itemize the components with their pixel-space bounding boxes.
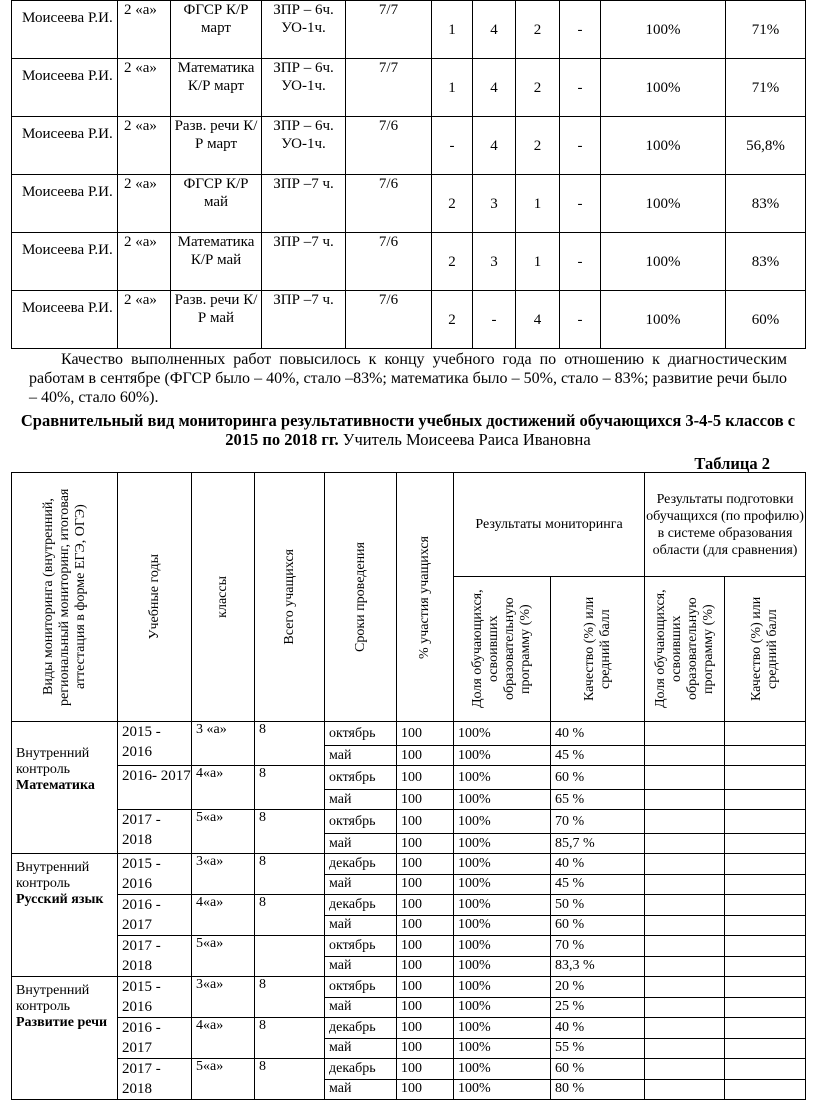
header-classes (192, 473, 255, 722)
cell-total: 8 (255, 810, 325, 854)
table1-cell-group: ЗПР –7 ч. (262, 291, 346, 349)
table1-cell-class: 2 «а» (118, 175, 171, 233)
cell-period: октябрь (325, 722, 397, 746)
cell-empty (645, 790, 725, 810)
table1-row (12, 59, 806, 117)
cell-participation: 100 (397, 1059, 454, 1080)
header-monitoring: Результаты мониторинга (454, 473, 645, 577)
cell-empty (645, 1059, 725, 1080)
header-period (325, 473, 397, 722)
cell-year: 2015 - 2016 (118, 977, 192, 1018)
header-classes-text: классы (215, 576, 230, 618)
cell-empty (725, 746, 806, 766)
cell-class: 5«а» (192, 936, 255, 977)
table1-cell-g5: 2 (432, 233, 473, 291)
cell-period: декабрь (325, 1018, 397, 1039)
header-quality2-text: Качество (%) или средний балл (749, 597, 781, 702)
table1-cell-teacher: Моисеева Р.И. (12, 117, 118, 175)
cell-class: 4«а» (192, 1018, 255, 1059)
cell-empty (645, 895, 725, 916)
cell-class: 3«а» (192, 977, 255, 1018)
cell-empty (725, 1059, 806, 1080)
table1-cell-class: 2 «а» (118, 59, 171, 117)
cell-participation: 100 (397, 790, 454, 810)
table1-cell-g5: 2 (432, 175, 473, 233)
cell-quality: 70 % (551, 936, 645, 957)
table1-cell-subject: Математика К/Р март (171, 59, 262, 117)
table2-row (12, 977, 806, 998)
table1-cell-g2: - (560, 117, 601, 175)
table2-row (12, 1018, 806, 1039)
table1-cell-g2: - (560, 1, 601, 59)
cell-class: 4«а» (192, 895, 255, 936)
table1-cell-g4: 3 (473, 175, 516, 233)
header-period-text: Сроки проведения (352, 542, 368, 652)
cell-empty (645, 854, 725, 875)
cell-class: 4«а» (192, 766, 255, 810)
cell-empty (725, 895, 806, 916)
table1-cell-group: ЗПР –7 ч. (262, 233, 346, 291)
cell-share: 100% (454, 997, 551, 1018)
cell-year: 2016 - 2017 (118, 1018, 192, 1059)
cell-empty (645, 834, 725, 854)
table1-cell-quality: 83% (726, 175, 806, 233)
table1-row (12, 233, 806, 291)
cell-empty (645, 874, 725, 895)
cell-period: декабрь (325, 1059, 397, 1080)
cell-empty (645, 1018, 725, 1039)
table1-cell-g3: 4 (516, 291, 560, 349)
cell-year: 2016 - 2017 (118, 895, 192, 936)
header-total-text: Всего учащихся (281, 549, 297, 645)
cell-year: 2017 - 2018 (118, 936, 192, 977)
cell-quality: 45 % (551, 874, 645, 895)
cell-quality: 60 % (551, 1059, 645, 1080)
cell-period: май (325, 790, 397, 810)
table1-cell-g5: - (432, 117, 473, 175)
table1-cell-count: 7/7 (346, 59, 432, 117)
cell-participation: 100 (397, 874, 454, 895)
cell-period: октябрь (325, 810, 397, 834)
header-share (454, 577, 551, 722)
table2-row (12, 810, 806, 834)
table1-cell-group: ЗПР – 6ч. УО-1ч. (262, 59, 346, 117)
cell-empty (645, 722, 725, 746)
cell-empty (725, 854, 806, 875)
table1-cell-subject: Разв. речи К/Р март (171, 117, 262, 175)
cell-period: май (325, 746, 397, 766)
cell-total: 8 (255, 766, 325, 810)
group-label-control: Внутренний контроль (16, 860, 90, 891)
cell-empty (725, 766, 806, 790)
cell-participation: 100 (397, 977, 454, 998)
cell-quality: 55 % (551, 1038, 645, 1059)
table1-cell-quality: 71% (726, 1, 806, 59)
table1-cell-quality: 71% (726, 59, 806, 117)
cell-share: 100% (454, 936, 551, 957)
cell-participation: 100 (397, 895, 454, 916)
cell-empty (725, 722, 806, 746)
group-label-subject: Развитие речи (16, 1015, 108, 1030)
cell-share: 100% (454, 1018, 551, 1039)
table1-cell-g2: - (560, 59, 601, 117)
table2-row (12, 854, 806, 875)
cell-share: 100% (454, 810, 551, 834)
cell-period: октябрь (325, 977, 397, 998)
cell-empty (645, 1079, 725, 1100)
cell-participation: 100 (397, 746, 454, 766)
header-share-text: Доля обучающихся, освоивших образовательную программу (%) (470, 589, 533, 709)
table1-cell-progress: 100% (601, 117, 726, 175)
cell-total: 8 (255, 895, 325, 936)
cell-quality: 50 % (551, 895, 645, 916)
group-label-subject: Математика (16, 778, 95, 793)
cell-participation: 100 (397, 956, 454, 977)
group-label-subject: Русский язык (16, 892, 104, 907)
cell-period: декабрь (325, 895, 397, 916)
header-share2 (645, 577, 725, 722)
table1-cell-g4: 4 (473, 1, 516, 59)
cell-class: 5«а» (192, 810, 255, 854)
results-table-1 (11, 0, 806, 349)
table1-cell-group: ЗПР – 6ч. УО-1ч. (262, 117, 346, 175)
cell-empty (725, 956, 806, 977)
cell-empty (645, 997, 725, 1018)
table1-cell-quality: 83% (726, 233, 806, 291)
cell-period: май (325, 1079, 397, 1100)
cell-participation: 100 (397, 810, 454, 834)
cell-quality: 20 % (551, 977, 645, 998)
table1-row (12, 175, 806, 233)
cell-empty (725, 810, 806, 834)
cell-quality: 25 % (551, 997, 645, 1018)
cell-empty (645, 915, 725, 936)
table1-cell-progress: 100% (601, 233, 726, 291)
table1-cell-progress: 100% (601, 1, 726, 59)
group-label-control: Внутренний контроль (16, 983, 90, 1014)
heading-teacher: Учитель Моисеева Раиса Ивановна (338, 430, 591, 449)
cell-participation: 100 (397, 936, 454, 957)
table1-cell-quality: 60% (726, 291, 806, 349)
header-quality (551, 577, 645, 722)
cell-quality: 40 % (551, 854, 645, 875)
cell-total: 8 (255, 722, 325, 766)
cell-empty (725, 1038, 806, 1059)
cell-share: 100% (454, 956, 551, 977)
table1-cell-teacher: Моисеева Р.И. (12, 175, 118, 233)
cell-share: 100% (454, 790, 551, 810)
cell-total: 8 (255, 1018, 325, 1059)
table1-cell-teacher: Моисеева Р.И. (12, 59, 118, 117)
cell-share: 100% (454, 1079, 551, 1100)
cell-period: май (325, 915, 397, 936)
cell-total: 8 (255, 854, 325, 895)
cell-empty (645, 977, 725, 998)
table1-cell-count: 7/6 (346, 175, 432, 233)
table1-cell-teacher: Моисеева Р.И. (12, 291, 118, 349)
cell-share: 100% (454, 915, 551, 936)
table1-row (12, 291, 806, 349)
cell-year: 2016- 2017 (118, 766, 192, 810)
table2-row (12, 895, 806, 916)
group-label (12, 977, 118, 1100)
table-label: Таблица 2 (694, 454, 770, 473)
header-participation-text: % участия учащихся (417, 535, 432, 659)
header-total (255, 473, 325, 722)
cell-share: 100% (454, 977, 551, 998)
cell-class: 5«а» (192, 1059, 255, 1100)
header-quality2 (725, 577, 806, 722)
table1-cell-class: 2 «а» (118, 117, 171, 175)
cell-participation: 100 (397, 1018, 454, 1039)
cell-quality: 80 % (551, 1079, 645, 1100)
table1-cell-subject: ФГСР К/Р март (171, 1, 262, 59)
table1-cell-g5: 1 (432, 59, 473, 117)
cell-share: 100% (454, 874, 551, 895)
table1-cell-teacher: Моисеева Р.И. (12, 1, 118, 59)
table1-cell-count: 7/7 (346, 1, 432, 59)
cell-share: 100% (454, 766, 551, 790)
table1-cell-progress: 100% (601, 175, 726, 233)
header-quality-text: Качество (%) или средний балл (581, 597, 613, 702)
table1-cell-g2: - (560, 233, 601, 291)
table1-cell-count: 7/6 (346, 233, 432, 291)
cell-year: 2015 - 2016 (118, 854, 192, 895)
cell-period: май (325, 1038, 397, 1059)
table1-cell-g4: 4 (473, 117, 516, 175)
cell-class: 3 «а» (192, 722, 255, 766)
table1-row (12, 1, 806, 59)
table1-cell-g3: 2 (516, 117, 560, 175)
group-label (12, 854, 118, 977)
table2-row (12, 766, 806, 790)
cell-empty (725, 834, 806, 854)
table1-cell-progress: 100% (601, 59, 726, 117)
table1-cell-subject: Математика К/Р май (171, 233, 262, 291)
table1-cell-g2: - (560, 175, 601, 233)
table2-row (12, 722, 806, 746)
cell-share: 100% (454, 854, 551, 875)
cell-share: 100% (454, 1059, 551, 1080)
cell-empty (725, 997, 806, 1018)
cell-share: 100% (454, 722, 551, 746)
table1-cell-g3: 1 (516, 175, 560, 233)
table1-cell-subject: Разв. речи К/Р май (171, 291, 262, 349)
table1-cell-group: ЗПР – 6ч. УО-1ч. (262, 1, 346, 59)
header-participation (397, 473, 454, 722)
cell-total (255, 936, 325, 977)
table1-cell-g4: - (473, 291, 516, 349)
cell-empty (725, 936, 806, 957)
cell-empty (645, 1038, 725, 1059)
cell-participation: 100 (397, 1079, 454, 1100)
table1-cell-count: 7/6 (346, 291, 432, 349)
group-label (12, 722, 118, 854)
table1-cell-count: 7/6 (346, 117, 432, 175)
table1-cell-g3: 1 (516, 233, 560, 291)
cell-total: 8 (255, 977, 325, 1018)
cell-period: май (325, 997, 397, 1018)
cell-share: 100% (454, 895, 551, 916)
cell-empty (645, 956, 725, 977)
cell-quality: 40 % (551, 1018, 645, 1039)
cell-empty (645, 766, 725, 790)
cell-empty (725, 915, 806, 936)
cell-empty (725, 1079, 806, 1100)
table1-cell-class: 2 «а» (118, 233, 171, 291)
header-years-text: Учебные годы (146, 554, 162, 640)
cell-quality: 60 % (551, 766, 645, 790)
header-share2-text: Доля обучающихся, освоивших образовательную программу (%) (652, 589, 716, 709)
table1-cell-g3: 2 (516, 59, 560, 117)
table2-row (12, 936, 806, 957)
table1-cell-g2: - (560, 291, 601, 349)
table2-row (12, 1059, 806, 1080)
table1-cell-class: 2 «а» (118, 291, 171, 349)
cell-period: октябрь (325, 936, 397, 957)
cell-total: 8 (255, 1059, 325, 1100)
heading-bold: Сравнительный вид мониторинга результативности учебных достижений обучающихся 3-4-5 классов с 2015 по 2018 гг. (20, 411, 796, 449)
cell-quality: 60 % (551, 915, 645, 936)
cell-participation: 100 (397, 834, 454, 854)
cell-empty (645, 936, 725, 957)
table1-cell-class: 2 «а» (118, 1, 171, 59)
group-label-control: Внутренний контроль (16, 746, 90, 777)
table1-cell-g5: 2 (432, 291, 473, 349)
table1-cell-g4: 3 (473, 233, 516, 291)
table1-cell-g5: 1 (432, 1, 473, 59)
summary-text: Качество выполненных работ повысилось к концу учебного года по отношению к диагностическим работам в сентябре (ФГСР было – 40%, стало –83%; математика было – 50%, стало – 83%; развитие речи было – 40%, стало 60%). (29, 351, 787, 406)
cell-share: 100% (454, 746, 551, 766)
cell-quality: 65 % (551, 790, 645, 810)
header-kind-text: Виды мониторинга (внутренний, региональный мониторинг, итоговая аттестация в форме ЕГЭ, ОГЭ) (40, 488, 88, 706)
cell-year: 2017 - 2018 (118, 810, 192, 854)
header-region: Результаты подготовки обучащихся (по профилю) в системе образования области (для сравнения) (645, 473, 806, 577)
cell-participation: 100 (397, 997, 454, 1018)
summary-paragraph (29, 350, 787, 407)
cell-quality: 83,3 % (551, 956, 645, 977)
cell-year: 2017 - 2018 (118, 1059, 192, 1100)
table1-cell-g3: 2 (516, 1, 560, 59)
cell-quality: 45 % (551, 746, 645, 766)
header-years (118, 473, 192, 722)
table1-cell-subject: ФГСР К/Р май (171, 175, 262, 233)
cell-share: 100% (454, 1038, 551, 1059)
cell-period: май (325, 874, 397, 895)
cell-period: октябрь (325, 766, 397, 790)
cell-share: 100% (454, 834, 551, 854)
table1-cell-teacher: Моисеева Р.И. (12, 233, 118, 291)
cell-empty (725, 790, 806, 810)
table1-row (12, 117, 806, 175)
cell-empty (725, 1018, 806, 1039)
cell-period: май (325, 956, 397, 977)
cell-period: май (325, 834, 397, 854)
table1-cell-progress: 100% (601, 291, 726, 349)
cell-participation: 100 (397, 915, 454, 936)
cell-participation: 100 (397, 1038, 454, 1059)
table1-cell-group: ЗПР –7 ч. (262, 175, 346, 233)
cell-empty (645, 746, 725, 766)
header-kind (12, 473, 118, 722)
cell-year: 2015 - 2016 (118, 722, 192, 766)
table-heading (11, 411, 805, 449)
cell-participation: 100 (397, 766, 454, 790)
cell-empty (645, 810, 725, 834)
table1-cell-quality: 56,8% (726, 117, 806, 175)
cell-period: декабрь (325, 854, 397, 875)
cell-quality: 85,7 % (551, 834, 645, 854)
table1-cell-g4: 4 (473, 59, 516, 117)
cell-quality: 40 % (551, 722, 645, 746)
cell-participation: 100 (397, 722, 454, 746)
monitoring-table (11, 472, 806, 1100)
cell-empty (725, 874, 806, 895)
cell-empty (725, 977, 806, 998)
cell-quality: 70 % (551, 810, 645, 834)
cell-class: 3«а» (192, 854, 255, 895)
cell-participation: 100 (397, 854, 454, 875)
